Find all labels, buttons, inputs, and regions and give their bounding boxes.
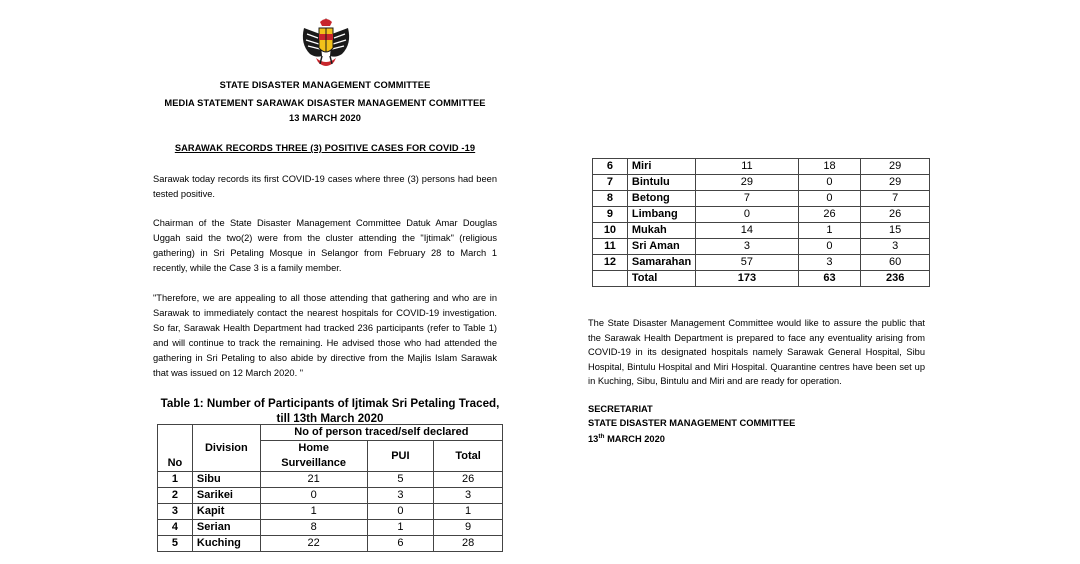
cell-total: 29 (861, 159, 930, 175)
cell-division: Samarahan (627, 255, 695, 271)
table-row (158, 504, 503, 520)
cell-home: 3 (696, 239, 798, 255)
date-rest: MARCH 2020 (604, 434, 665, 445)
cell-division: Serian (192, 520, 260, 536)
cell-pui: 0 (367, 504, 434, 520)
cell-pui: 0 (798, 175, 861, 191)
cell-no: 4 (158, 520, 193, 536)
cell-pui: 6 (367, 536, 434, 552)
cell-division: Betong (627, 191, 695, 207)
cell-division: Mukah (627, 223, 695, 239)
closing-paragraph: The State Disaster Management Committee would like to assure the public that the Sarawak Health Department is prepared to face any eventuality arising from COVID-19 in its designated hospitals namely Sarawak General Hospital, Sibu Hospital, Bintulu Hospital and Miri Hospital. Quarantine centres have been set up in Kuching, Sibu, Bintulu and Miri and are ready for operation. (588, 318, 925, 387)
cell-pui: 3 (798, 255, 861, 271)
cell-pui: 3 (367, 488, 434, 504)
cell-division: Bintulu (627, 175, 695, 191)
cell-home: 0 (260, 488, 367, 504)
cell-no: 6 (593, 159, 628, 175)
paragraph-1: Sarawak today records its first COVID-19 cases where three (3) persons had been tested positive. (153, 174, 497, 199)
col-no-header: No (158, 425, 193, 472)
cell-division: Kapit (192, 504, 260, 520)
headline: SARAWAK RECORDS THREE (3) POSITIVE CASES FOR COVID -19 (174, 143, 476, 153)
cell-total: 9 (434, 520, 503, 536)
table-row (158, 536, 503, 552)
col-group-header: No of person traced/self declared (260, 425, 502, 441)
participants-table-part-1 (157, 424, 503, 552)
cell-home: 14 (696, 223, 798, 239)
cell-pui: 0 (798, 239, 861, 255)
cell-pui: 63 (798, 271, 861, 287)
cell-division: Limbang (627, 207, 695, 223)
cell-no: 9 (593, 207, 628, 223)
statement-heading: MEDIA STATEMENT SARAWAK DISASTER MANAGEMENT COMMITTEE (164, 98, 486, 108)
cell-no: 7 (593, 175, 628, 191)
cell-home: 21 (260, 472, 367, 488)
cell-no: 5 (158, 536, 193, 552)
table-row (593, 223, 930, 239)
date-day: 13 (588, 434, 599, 445)
table-row (158, 472, 503, 488)
secretariat-label: SECRETARIAT (588, 404, 653, 414)
table-caption-line-1: Table 1: Number of Participants of Ijtimak Sri Petaling Traced, (160, 397, 500, 410)
col-division-header: Division (192, 425, 260, 472)
table-total-row (593, 271, 930, 287)
cell-pui: 0 (798, 191, 861, 207)
cell-total: 236 (861, 271, 930, 287)
cell-pui: 1 (798, 223, 861, 239)
col-pui-header: PUI (367, 441, 434, 472)
table-row (158, 488, 503, 504)
cell-no: 3 (158, 504, 193, 520)
table-row (158, 520, 503, 536)
cell-pui: 26 (798, 207, 861, 223)
cell-home: 11 (696, 159, 798, 175)
cell-no: 12 (593, 255, 628, 271)
paragraph-3: "Therefore, we are appealing to all those attending that gathering and who are in Sarawak to immediately contact the nearest hospitals for COVID-19 investigation. So far, Sarawak Health Department had tracked 236 participants (refer to Table 1) and will continue to track the remaining. He advised those who had attended the gathering in Sri Petaling to also abide by directive from the Majlis Islam Sarawak that was issued on 12 March 2020. " (153, 293, 497, 378)
cell-home: 0 (696, 207, 798, 223)
cell-pui: 18 (798, 159, 861, 175)
cell-home: 7 (696, 191, 798, 207)
participants-table-part-2 (592, 158, 930, 287)
cell-total: 3 (434, 488, 503, 504)
col-total-header: Total (434, 441, 503, 472)
sarawak-crest-icon (298, 14, 354, 72)
cell-total: 26 (434, 472, 503, 488)
cell-pui: 1 (367, 520, 434, 536)
committee-heading: STATE DISASTER MANAGEMENT COMMITTEE (219, 80, 431, 90)
table-caption-line-2: till 13th March 2020 (276, 412, 384, 425)
cell-total: 28 (434, 536, 503, 552)
table-row (593, 175, 930, 191)
table-caption (150, 396, 510, 426)
table-row (593, 255, 930, 271)
cell-no: 8 (593, 191, 628, 207)
cell-total: 26 (861, 207, 930, 223)
cell-no: 1 (158, 472, 193, 488)
cell-no: 11 (593, 239, 628, 255)
cell-no: 2 (158, 488, 193, 504)
cell-total: 7 (861, 191, 930, 207)
cell-home: 8 (260, 520, 367, 536)
statement-date: 13 MARCH 2020 (288, 113, 362, 123)
cell-no (593, 271, 628, 287)
cell-division: Sarikei (192, 488, 260, 504)
cell-home: 57 (696, 255, 798, 271)
col-home-header: Home Surveillance (260, 441, 367, 472)
cell-division: Total (627, 271, 695, 287)
cell-no: 10 (593, 223, 628, 239)
table-row (593, 207, 930, 223)
table-row (593, 191, 930, 207)
date-suffix: th (598, 433, 605, 440)
cell-total: 60 (861, 255, 930, 271)
cell-division: Kuching (192, 536, 260, 552)
cell-total: 15 (861, 223, 930, 239)
cell-total: 29 (861, 175, 930, 191)
cell-division: Sibu (192, 472, 260, 488)
secretariat-committee: STATE DISASTER MANAGEMENT COMMITTEE (588, 418, 796, 428)
cell-home: 22 (260, 536, 367, 552)
paragraph-2: Chairman of the State Disaster Management Committee Datuk Amar Douglas Uggah said the two(2) were from the cluster attending the "Ijtimak" (religious gathering) in Sri Petaling Mosque in Selangor from February 28 to March 1 recently, while the Case 3 is a family member. (153, 218, 497, 273)
table-header-row (158, 425, 503, 441)
secretariat-date (588, 433, 665, 444)
table-row (593, 159, 930, 175)
cell-total: 3 (861, 239, 930, 255)
cell-division: Miri (627, 159, 695, 175)
cell-home: 173 (696, 271, 798, 287)
table-row (593, 239, 930, 255)
cell-total: 1 (434, 504, 503, 520)
cell-home: 1 (260, 504, 367, 520)
cell-pui: 5 (367, 472, 434, 488)
cell-home: 29 (696, 175, 798, 191)
cell-division: Sri Aman (627, 239, 695, 255)
